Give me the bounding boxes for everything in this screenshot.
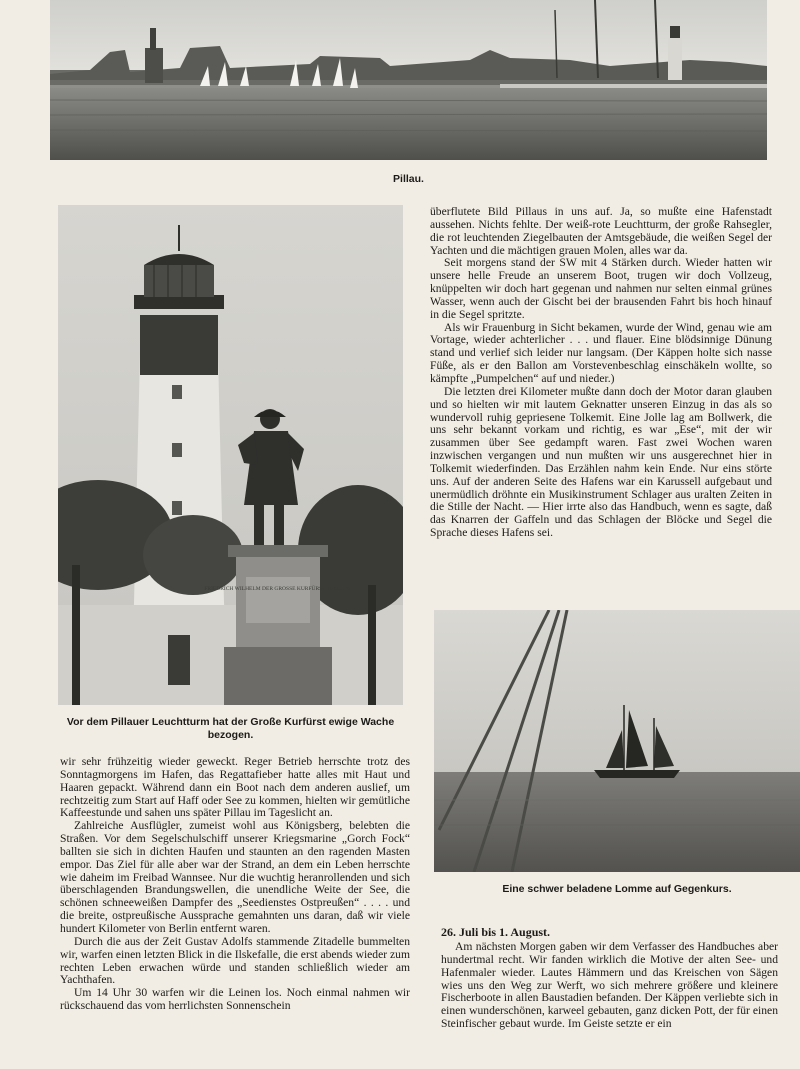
- section-heading: 26. Juli bis 1. August.: [441, 925, 551, 939]
- monument-inscription: FRIEDRICH WILHELM DER GROSSE KURFÜRST 1640–1688: [204, 586, 352, 592]
- text-paragraph: überflutete Bild Pillaus in uns auf. Ja, so mußte eine Hafenstadt aussehen. Nichts fehlte. Der weiß-rote Leuchtturm, der große Rahsegler, die rot leuchtenden Ziegelbauten der Amtsgebäude, die weißen Segel der Yachten und die mächtigen grauen Molen, alles war da.: [430, 205, 772, 257]
- lighthouse-photo-caption: Vor dem Pillauer Leuchtturm hat der Große Kurfürst ewige Wache bezogen.: [66, 716, 395, 741]
- text-paragraph: wir sehr frühzeitig wieder geweckt. Reger Betrieb herrschte trotz des Sonntagmorgens im Hafen, das Regattafieber hatte alles mit Haut und Haaren gepackt. Während dann ein Boot nach dem anderen auslief, um rechtzeitig zum Start auf Haff oder See zu kommen, hielten wir gemütliche Kaffeestunde und sahen uns später Pillau im Tageslicht an.: [60, 755, 410, 820]
- pillau-harbor-photo: [50, 0, 767, 160]
- right-column-bottom-text: [441, 941, 778, 1031]
- right-column-top-text: [430, 206, 772, 540]
- text-paragraph: Um 14 Uhr 30 warfen wir die Leinen los. Noch einmal nahmen wir rückschauend das vom herrlichsten Sonnenschein: [60, 986, 410, 1013]
- text-paragraph: Seit morgens stand der SW mit 4 Stärken durch. Wieder hatten wir unsere helle Freude an unserem Boot, trugen wir doch Vollzeug, knüppelten wir doch hart gegenan und nahmen nur selten einmal grünes Wasser, wenn auch der Gischt bei der brausenden Fahrt bis hoch hinauf in die Segel spritzte.: [430, 256, 772, 321]
- text-paragraph: Zahlreiche Ausflügler, zumeist wohl aus Königsberg, belebten die Straßen. Vor dem Segelschulschiff unserer Kriegsmarine „Gorch Fock“ ballten sie sich in dichten Haufen und staunten an den ragenden Masten empor. Das Ziel für alle aber war der Strand, an dem ein Leben herrschte wie daheim im Freibad Wannsee. Nur die wuchtig heranrollenden und sich überschlagenden Brandungswellen, die unendliche Weite der See, die schönen schneeweißen Dampfer des „Seedienstes Ostpreußen“ . . . . und die breite, ostpreußische Aussprache gemahnten uns daran, daß wir viele hundert Kilometer von Berlin entfernt waren.: [60, 819, 410, 935]
- sailboat-photo-caption: Eine schwer beladene Lomme auf Gegenkurs.: [502, 883, 732, 895]
- top-photo-caption: Pillau.: [393, 173, 424, 185]
- lomme-sailboat-photo: [434, 610, 800, 872]
- left-column-bottom-text: [60, 756, 410, 1013]
- lighthouse-statue-photo: [58, 205, 403, 705]
- text-paragraph: Als wir Frauenburg in Sicht bekamen, wurde der Wind, genau wie am Vortage, wieder achterlicher . . . und flauer. Eine blödsinnige Dünung stand und verlief sich leider nur langsam. (Der Käppen holte sich nasse Füße, als er den Ballon am Vorstevenbeschlag einschäkeln wollte, so kämpfte „Pumpelchen“ auf und nieder.): [430, 320, 772, 385]
- text-paragraph: Die letzten drei Kilometer mußte dann doch der Motor daran glauben und so hielten wir mit lautem Geknatter unseren Einzug in das als so wundervoll ruhig gepriesene Tolkemit. Eine Jolle lag am Bollwerk, die uns sehr bekannt vorkam und richtig, es war „Ese“, mit der wir zusammen über See gedampft waren. Fast zwei Wochen waren inzwischen vergangen und nun mußten wir uns ausgerechnet hier in Tolkemit wiederfinden. Das Erzählen nahm kein Ende. Nur eins störte uns. Auf der anderen Seite des Hafens war ein Karussell aufgebaut und unermüdlich dröhnte ein Musikinstrument Schlager aus uralten Zeiten in die Stille der Nacht. — Hier irrte also das Handbuch, wenn es sagte, daß das Knarren der Gaffeln und das Schlagen der Blöcke und Segel die Sprache dieses Hafens sei.: [430, 384, 772, 540]
- text-paragraph: Durch die aus der Zeit Gustav Adolfs stammende Zitadelle bummelten wir, warfen einen letzten Blick in die Ilskefalle, die erst abends wieder zum rechten Leben erwachen würde und standen schließlich wieder am Yachthafen.: [60, 934, 410, 987]
- text-paragraph: Am nächsten Morgen gaben wir dem Verfasser des Handbuches aber hundertmal recht. Wir fanden wirklich die Motive der alten See- und Hafenmaler wieder. Lautes Hämmern und das Kreischen von Sägen wies uns den Weg zur Werft, wo sich mehrere größere und kleinere Fischerboote in allen Baustadien befanden. Der Käppen verliebte sich in einen wunderschönen, karweel gebauten, ganz dicken Pott, der für einen Steinfischer gebaut wurde. Im Geiste setzte er ein: [441, 940, 778, 1031]
